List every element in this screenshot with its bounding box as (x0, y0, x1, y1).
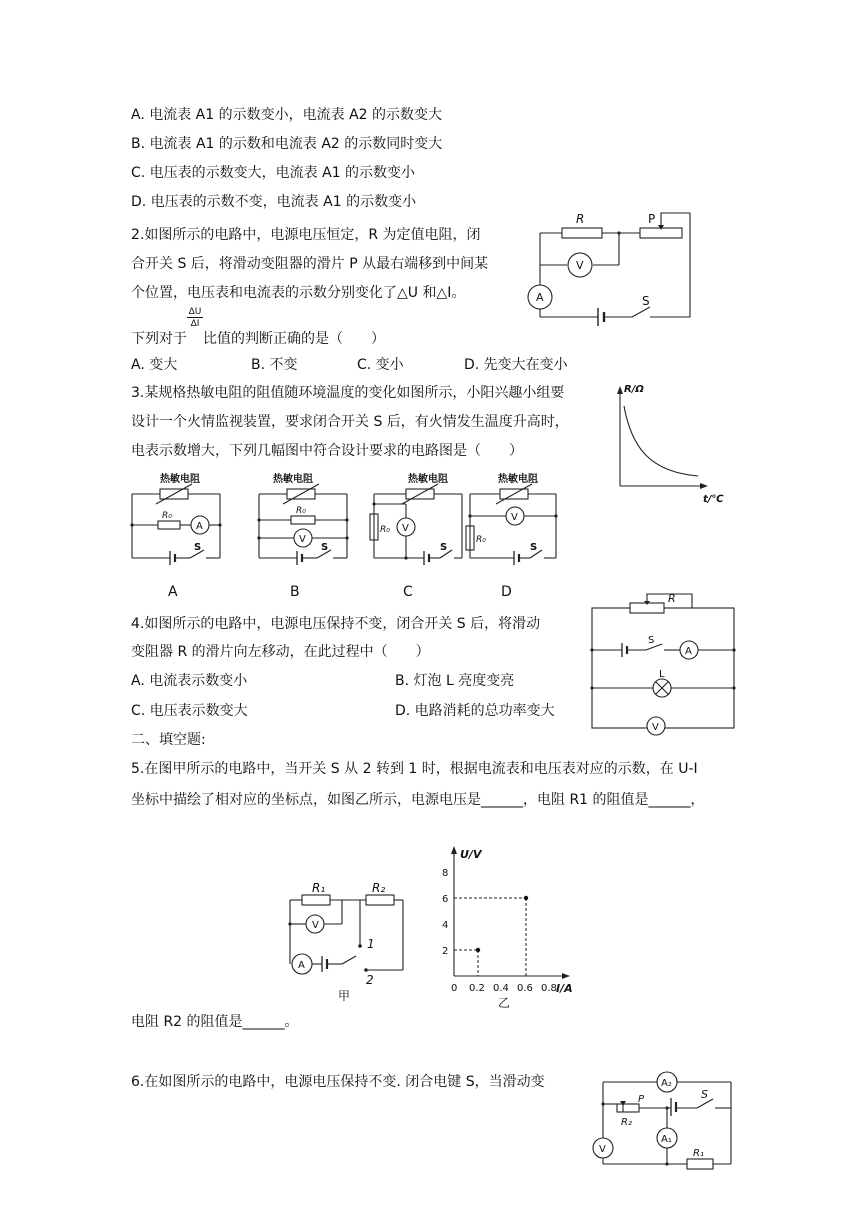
q3-curve (624, 406, 698, 476)
chart-y-tick-label: 4 (442, 920, 449, 931)
chart-x-tick-label: 0.4 (493, 983, 509, 994)
q2-line-4-suffix: 比值的判断正确的是（ ） (203, 331, 385, 347)
q3-caption-b: B (290, 584, 300, 600)
q4-line-1: 4.如图所示的电路中，电源电压保持不变，闭合开关 S 后，将滑动 (131, 616, 541, 632)
q5-jia-label-2: 2 (366, 973, 374, 987)
q1-option-d: D. 电压表的示数不变，电流表 A1 的示数变小 (131, 194, 417, 210)
q4-option-a: A. 电流表示数变小 (131, 673, 248, 689)
q3-a-s: S (194, 542, 202, 553)
q2-fraction-den: ΔI (190, 319, 200, 329)
q3-b-meter: V (299, 534, 306, 545)
q3-a-r0: R₀ (162, 511, 172, 521)
q6-label-a2: A₂ (661, 1078, 672, 1089)
q2-label-r: R (576, 212, 585, 226)
q2-fraction-num: ΔU (188, 307, 202, 317)
q6-label-r1: R₁ (693, 1148, 704, 1159)
q2-label-p: P (648, 212, 656, 226)
q1-option-b: B. 电流表 A1 的示数和电流表 A2 的示数同时变大 (131, 136, 443, 152)
q5-jia-caption: 甲 (338, 989, 351, 1003)
q5-circuit-jia (282, 872, 412, 1012)
chart-data-point (524, 896, 528, 900)
chart-data-point (476, 948, 480, 952)
q4-label-r: R (668, 592, 676, 605)
chart-y-tick-label: 6 (442, 894, 449, 905)
q4-label-l: L (659, 669, 665, 680)
q3-resistance-temperature-graph (610, 380, 735, 505)
q3-d-title: 热敏电阻 (498, 474, 538, 485)
q3-graph-ylabel: R/Ω (624, 384, 644, 395)
q2-line-2: 合开关 S 后，将滑动变阻器的滑片 P 从最右端移到中间某 (131, 256, 489, 272)
q3-c-meter: V (402, 523, 409, 534)
q2-option-c: C. 变小 (357, 357, 404, 373)
q3-c-r0: R₀ (380, 525, 390, 535)
q2-line-4-prefix: 下列对于 (131, 331, 187, 347)
q4-label-v: V (652, 722, 659, 733)
q6-label-p: P (638, 1094, 645, 1105)
q2-option-b: B. 不变 (251, 357, 298, 373)
q3-circuit-a (128, 470, 228, 570)
q3-c-s: S (440, 542, 448, 553)
q3-circuit-c (368, 470, 468, 570)
q3-a-title: 热敏电阻 (160, 474, 200, 485)
chart-y-tick-label: 8 (442, 868, 449, 879)
q2-line-1: 2.如图所示的电路中，电源电压恒定，R 为定值电阻，闭 (131, 227, 481, 243)
q2-label-a: A (536, 291, 544, 304)
q6-label-v: V (599, 1144, 606, 1155)
q6-label-s: S (701, 1088, 708, 1101)
q3-graph-xlabel: t/℃ (703, 494, 724, 505)
chart-y-tick-label: 2 (442, 946, 449, 957)
q3-circuit-d (462, 470, 562, 570)
q2-circuit-figure (520, 205, 700, 330)
q6-label-r2: R₂ (621, 1117, 632, 1128)
q3-d-r0: R₀ (476, 535, 486, 545)
q2-label-v: V (576, 259, 584, 272)
q5-yi-caption: 乙 (498, 996, 511, 1010)
q5-jia-label-r2: R₂ (372, 881, 386, 895)
q5-jia-label-r1: R₁ (312, 881, 326, 895)
q3-d-meter: V (511, 512, 518, 523)
q3-d-s: S (530, 542, 538, 553)
q6-label-a1: A₁ (661, 1134, 672, 1145)
q4-line-2: 变阻器 R 的滑片向左移动，在此过程中（ ） (131, 644, 430, 660)
q6-line-1: 6.在如图所示的电路中，电源电压保持不变. 闭合电键 S，当滑动变 (131, 1074, 545, 1090)
q6-circuit-figure (585, 1068, 735, 1170)
q5-jia-label-v: V (312, 920, 319, 931)
q4-option-d: D. 电路消耗的总功率变大 (395, 703, 555, 719)
q4-label-s: S (648, 635, 655, 646)
q2-label-s: S (642, 294, 650, 308)
q3-a-meter: A (196, 521, 203, 532)
q1-option-a: A. 电流表 A1 的示数变小，电流表 A2 的示数变大 (131, 107, 442, 123)
q2-option-d: D. 先变大在变小 (464, 357, 568, 373)
q5-jia-label-1: 1 (367, 937, 375, 951)
chart-x-tick-label: 0.6 (517, 983, 533, 994)
chart-x-tick-label: 0.8 (541, 983, 557, 994)
q3-b-r0: R₀ (296, 506, 306, 516)
chart-x-tick-label: 0.2 (469, 983, 485, 994)
q5-line-1: 5.在图甲所示的电路中，当开关 S 从 2 转到 1 时，根据电流表和电压表对应的示数，在 U-I (131, 761, 698, 777)
q1-option-c: C. 电压表的示数变大，电流表 A1 的示数变小 (131, 165, 416, 181)
chart-x-tick-label: 0 (451, 983, 458, 994)
q3-line-3: 电表示数增大，下列几幅图中符合设计要求的电路图是（ ） (131, 443, 523, 459)
q5-line-2: 坐标中描绘了相对应的坐标点，如图乙所示，电源电压是______，电阻 R1 的阻值是______， (131, 792, 705, 808)
q3-b-title: 热敏电阻 (273, 474, 313, 485)
q2-option-a: A. 变大 (131, 357, 178, 373)
q3-circuit-b (255, 470, 355, 570)
q3-caption-c: C (403, 584, 413, 600)
q4-circuit-figure (588, 590, 738, 735)
chart-y-label: U/V (460, 848, 482, 861)
q3-b-s: S (321, 542, 329, 553)
q2-line-3: 个位置，电压表和电流表的示数分别变化了△U 和△I。 (131, 285, 466, 301)
q3-line-2: 设计一个火情监视装置，要求闭合开关 S 后，有火情发生温度升高时， (131, 414, 569, 430)
q5-ui-chart (430, 840, 590, 1010)
q3-caption-a: A (168, 584, 178, 600)
q5-jia-label-a: A (298, 960, 305, 971)
q3-c-title: 热敏电阻 (408, 474, 448, 485)
q2-resistor-r (562, 228, 602, 238)
chart-x-label: I/A (556, 982, 573, 995)
q4-option-c: C. 电压表示数变大 (131, 703, 248, 719)
section-2-heading: 二、填空题: (131, 732, 206, 748)
q5-after-line: 电阻 R2 的阻值是______。 (131, 1014, 299, 1030)
q4-option-b: B. 灯泡 L 亮度变亮 (395, 673, 515, 689)
q3-line-1: 3.某规格热敏电阻的阻值随环境温度的变化如图所示，小阳兴趣小组要 (131, 385, 565, 401)
q4-label-a: A (685, 646, 692, 657)
q3-caption-d: D (501, 584, 512, 600)
